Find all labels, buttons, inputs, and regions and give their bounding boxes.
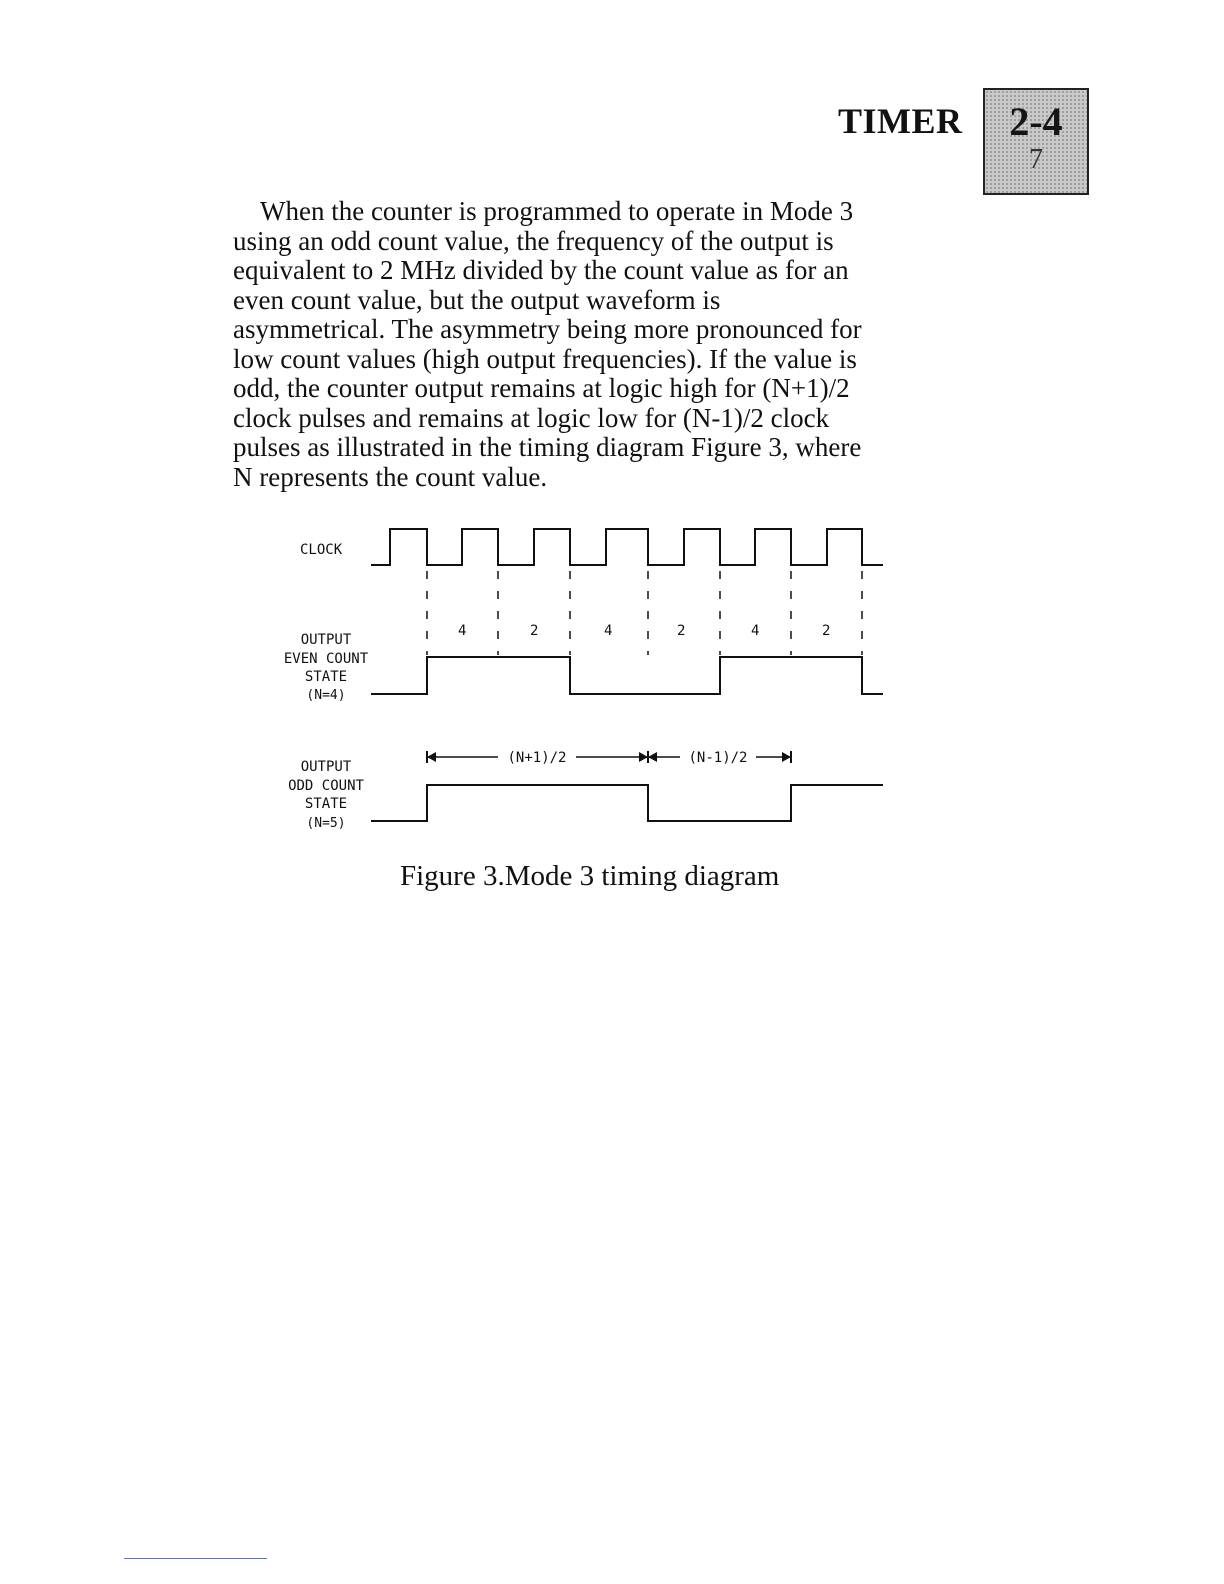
interval-count: 2 [822,623,831,639]
page-number: 7 [1029,144,1043,175]
clock-waveform [371,529,883,565]
timing-diagram [250,515,900,849]
body-paragraph [233,197,968,492]
arrowhead [648,752,657,762]
even-label-line: (N=4) [306,688,346,703]
even-label-line: STATE [304,669,348,685]
interval-count: 2 [677,623,686,639]
timing-diagram-svg [250,515,900,845]
arrowhead [782,752,791,762]
paragraph-line: clock pulses and remains at logic low for (N-1)/2 clock [233,402,830,433]
low-span-label: (N-1)/2 [688,750,748,766]
section-tab [983,88,1089,195]
interval-count: 4 [604,623,613,639]
interval-count: 2 [530,623,539,639]
footer-rule [124,1558,267,1559]
paragraph-line: asymmetrical. The asymmetry being more pronounced for [233,314,862,344]
paragraph-line: pulses as illustrated in the timing diagram Figure 3, where [233,432,862,462]
high-span-label: (N+1)/2 [507,750,567,766]
interval-count: 4 [751,623,760,639]
even-label-line: EVEN COUNT [283,651,369,667]
paragraph-line: N represents the count value. [233,461,548,492]
odd-label-line: (N=5) [306,816,346,831]
odd-label-line: OUTPUT [300,759,352,775]
arrowhead [639,752,648,762]
paragraph-line: even count value, but the output waveform is [233,284,721,315]
page-header-title: TIMER [838,101,963,141]
paragraph-line: When the counter is programmed to operate in Mode 3 [260,196,854,226]
interval-count: 4 [458,623,467,639]
odd-label-line: STATE [304,796,348,812]
even-label-line: OUTPUT [300,632,352,648]
clock-label: CLOCK [300,542,343,558]
odd-output-waveform [371,785,883,821]
paragraph-line: using an odd count value, the frequency of the output is [233,225,834,256]
timing-guides [427,571,862,655]
even-output-waveform [371,657,883,694]
odd-label-line: ODD COUNT [288,778,364,794]
paragraph-line: odd, the counter output remains at logic high for (N+1)/2 [233,373,850,403]
figure-caption: Figure 3.Mode 3 timing diagram [400,860,780,892]
paragraph-line: low count values (high output frequencies). If the value is [233,343,857,374]
section-number: 2-4 [1009,99,1063,144]
paragraph-line: equivalent to 2 MHz divided by the count value as for an [233,255,849,285]
arrowhead [427,752,436,762]
